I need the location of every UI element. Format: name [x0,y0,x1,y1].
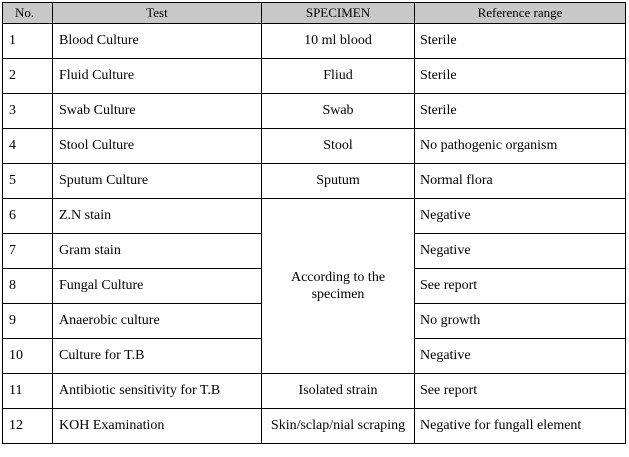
row-specimen: 10 ml blood [262,24,415,59]
row-reference-range: No growth [415,304,626,339]
row-specimen: Stool [262,129,415,164]
row-number: 10 [3,339,53,374]
row-number: 7 [3,234,53,269]
row-test: Sputum Culture [53,164,262,199]
table-row [3,24,626,59]
row-test: Z.N stain [53,199,262,234]
row-number: 5 [3,164,53,199]
table-row [3,94,626,129]
row-specimen: Isolated strain [262,374,415,409]
merged-specimen-line2: specimen [311,287,365,302]
reference-range-table [2,2,626,444]
row-reference-range: Sterile [415,24,626,59]
row-specimen: Sputum [262,164,415,199]
table-row [3,59,626,94]
header-specimen: SPECIMEN [262,3,415,24]
row-reference-range: Normal flora [415,164,626,199]
row-number: 6 [3,199,53,234]
merged-specimen-text [291,269,385,303]
header-reference-range: Reference range [415,3,626,24]
row-test: Antibiotic sensitivity for T.B [53,374,262,409]
row-test: Swab Culture [53,94,262,129]
table-row [3,164,626,199]
row-reference-range: Negative [415,234,626,269]
row-reference-range: See report [415,374,626,409]
table-header-row [3,3,626,24]
row-test: KOH Examination [53,409,262,444]
row-test: Gram stain [53,234,262,269]
row-reference-range: No pathogenic organism [415,129,626,164]
row-reference-range: Negative for fungall element [415,409,626,444]
row-number: 12 [3,409,53,444]
row-test: Blood Culture [53,24,262,59]
row-reference-range: Sterile [415,94,626,129]
row-number: 11 [3,374,53,409]
row-test: Culture for T.B [53,339,262,374]
row-specimen: Fliud [262,59,415,94]
table-row [3,129,626,164]
row-test: Stool Culture [53,129,262,164]
row-number: 9 [3,304,53,339]
table-row [3,374,626,409]
table-row [3,199,626,234]
row-specimen: Swab [262,94,415,129]
row-number: 3 [3,94,53,129]
row-number: 1 [3,24,53,59]
row-test: Fluid Culture [53,59,262,94]
row-test: Anaerobic culture [53,304,262,339]
row-specimen: Skin/sclap/nial scraping [262,409,415,444]
row-number: 4 [3,129,53,164]
row-reference-range: Sterile [415,59,626,94]
header-test: Test [53,3,262,24]
row-reference-range: Negative [415,199,626,234]
row-number: 2 [3,59,53,94]
header-no: No. [3,3,53,24]
merged-specimen-cell [262,199,415,374]
row-number: 8 [3,269,53,304]
row-reference-range: Negative [415,339,626,374]
row-reference-range: See report [415,269,626,304]
merged-specimen-line1: According to the [290,270,386,285]
row-test: Fungal Culture [53,269,262,304]
table-row [3,409,626,444]
